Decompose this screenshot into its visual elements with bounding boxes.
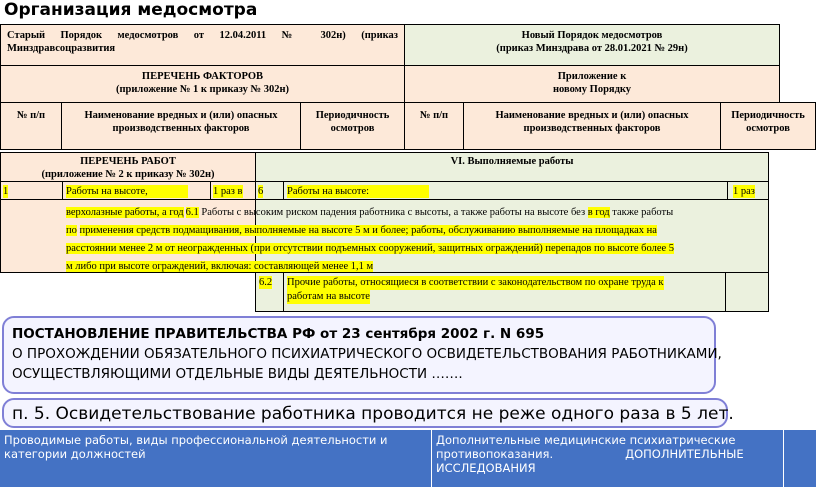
text-line1-d: в год (587, 207, 610, 218)
page-title: Организация медосмотра (4, 0, 258, 20)
factors-right-line1: Приложение к (557, 71, 627, 82)
text-line1-b: 6.1 (185, 207, 199, 218)
factors-right-line2: новому Порядку (552, 84, 632, 95)
resolution-line2: ОСУЩЕСТВЛЯЮЩИМИ ОТДЕЛЬНЫЕ ВИДЫ ДЕЯТЕЛЬНОСТИ ……. (12, 366, 463, 382)
overlapping-text-block (66, 204, 766, 276)
col-name-old: Наименование вредных и (или) опасных производственных факторов (61, 102, 301, 150)
col-divider (62, 181, 63, 200)
bottom-col2-line2b: ДОПОЛНИТЕЛЬНЫЕ (625, 447, 744, 461)
works-right: VI. Выполняемые работы (255, 152, 769, 182)
bottom-col1: Проводимые работы, виды профессиональной деятельности и категории должностей (0, 430, 432, 487)
col-divider (283, 272, 284, 312)
text-line1-e: также работы (612, 207, 674, 218)
bottom-col2 (432, 430, 784, 487)
text-line4: м либо при высоте ограждений, включая: составляющей менее 1,1 м (66, 261, 374, 272)
works-left-line1: ПЕРЕЧЕНЬ РАБОТ (80, 156, 176, 167)
col-period-new: Периодичность осмотров (720, 102, 816, 150)
text-line2-a: по (66, 225, 77, 236)
old-row-number: 1 (3, 186, 9, 197)
col-num-old: № п/п (0, 102, 62, 150)
new-row-period: 1 раз (733, 186, 755, 197)
old-order-header (0, 24, 405, 66)
factors-left-line1: ПЕРЕЧЕНЬ ФАКТОРОВ (141, 71, 264, 82)
col-num-new: № п/п (404, 102, 464, 150)
old-order-text: Старый Порядок медосмотров от 12.04.2011 № 302н) (приказ Минздравсоцразвития (7, 30, 398, 54)
point5-text: п. 5. Освидетельствование работника проводится не реже одного раза в 5 лет. (12, 404, 734, 424)
resolution-line1: О ПРОХОЖДЕНИИ ОБЯЗАТЕЛЬНОГО ПСИХИАТРИЧЕСКОГО ОСВИДЕТЕЛЬСТВОВАНИЯ РАБОТНИКАМИ, (12, 346, 722, 362)
new-order-line2: (приказ Минздрава от 28.01.2021 № 29н) (496, 43, 688, 54)
new-row-name: Работы на высоте: (287, 185, 429, 198)
works-left (0, 152, 256, 182)
new-order-line1: Новый Порядок медосмотров (521, 30, 663, 41)
new-row-number: 6 (258, 186, 264, 197)
factors-left (0, 65, 405, 103)
text-line1-c: Работы с высоким риском падения работника с высоты, а также работы на высоте без (201, 207, 586, 218)
old-row-period: 1 раз в (213, 186, 243, 197)
text-line1-a: верхолазные работы, а год (66, 207, 184, 218)
sub-row-number: 6.2 (259, 277, 273, 288)
resolution-title: ПОСТАНОВЛЕНИЕ ПРАВИТЕЛЬСТВА РФ от 23 сентября 2002 г. N 695 (12, 326, 545, 342)
resolution-box (2, 316, 722, 394)
col-divider (283, 181, 284, 200)
bottom-col2-line2a: противопоказания. (436, 447, 554, 461)
sub-row-text (287, 276, 723, 304)
point5-box (2, 398, 734, 428)
col-period-old: Периодичность осмотров (300, 102, 405, 150)
col-name-new: Наименование вредных и (или) опасных производственных факторов (463, 102, 721, 150)
new-order-header (404, 24, 780, 66)
bottom-col3 (784, 430, 816, 487)
bottom-col2-line3: ИССЛЕДОВАНИЯ (436, 461, 536, 475)
factors-left-line2: (приложение № 1 к приказу № 302н) (116, 84, 289, 95)
sub-row-text-line1: Прочие работы, относящиеся в соответствии с законодательством по охране труда к (287, 277, 664, 288)
row-divider (0, 199, 769, 200)
text-line2-b: применения средств подмащивания, выполняемые на высоте 5 м и более; работы, обслуживанию выполняемые на площадках на (79, 225, 657, 236)
works-left-line2: (приложение № 2 к приказу № 302н) (41, 169, 215, 180)
text-line3: расстоянии менее 2 м от неогражденных (при отсутствии подъемных сооружений, защитных ограждений) перепадов по высоте более 5 (66, 243, 675, 254)
bottom-col2-line1: Дополнительные медицинские психиатрические (436, 433, 736, 447)
col-divider (725, 272, 726, 312)
col-divider (727, 181, 728, 200)
col-divider (210, 181, 211, 200)
factors-right (404, 65, 780, 103)
sub-row-text-line2: работам на высоте (287, 291, 370, 302)
old-row-name: Работы на высоте, (66, 185, 188, 198)
